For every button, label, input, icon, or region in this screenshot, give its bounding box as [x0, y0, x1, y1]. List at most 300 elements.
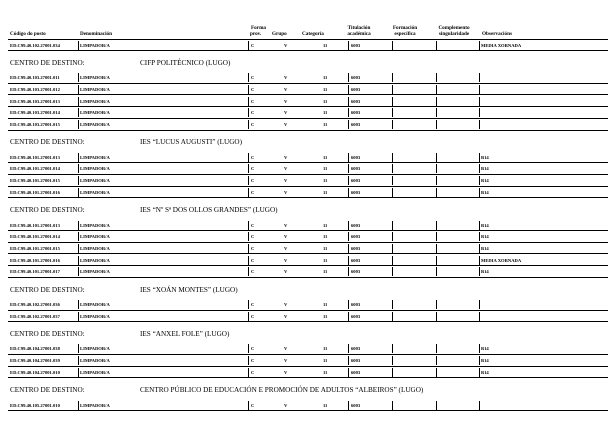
column-divider: [78, 312, 79, 321]
row-rule: [8, 197, 608, 198]
cell-cat: 11: [323, 234, 328, 240]
cell-tit: 6003: [351, 222, 361, 228]
column-divider: [248, 85, 249, 94]
cell-grupo: V: [284, 75, 288, 81]
column-divider: [248, 232, 249, 241]
column-divider: [248, 344, 249, 353]
cell-cat: 11: [323, 313, 328, 319]
column-divider: [436, 73, 437, 82]
row-rule: [8, 186, 608, 187]
column-divider: [248, 356, 249, 365]
cell-code: ED.C99.40.101.27001.013: [10, 222, 60, 228]
cell-grupo: V: [284, 110, 288, 116]
cell-den: LIMPADOR/A: [80, 313, 110, 319]
column-divider: [479, 221, 480, 230]
cell-obs: B14: [481, 369, 489, 375]
column-divider: [248, 73, 249, 82]
cell-cat: 11: [323, 189, 328, 195]
column-divider: [479, 120, 480, 129]
column-divider: [78, 300, 79, 309]
cell-cat: 11: [323, 222, 328, 228]
cell-obs: B14: [481, 269, 489, 275]
cell-code: ED.C99.40.101.27001.015: [10, 178, 60, 184]
row-rule: [8, 94, 608, 95]
cell-den: LIMPADOR/A: [80, 98, 110, 104]
column-divider: [392, 267, 393, 276]
column-divider: [348, 153, 349, 162]
header-denominacion: Denominación: [80, 31, 112, 37]
cell-cat: 11: [323, 245, 328, 251]
section-center-name: IES “XOÁN MONTES” (LUGO): [140, 285, 238, 294]
cell-grupo: V: [284, 122, 288, 127]
cell-obs: MEDIA XORNADA: [481, 42, 522, 48]
column-divider: [436, 267, 437, 276]
cell-forma: C: [251, 42, 255, 48]
column-divider: [248, 300, 249, 309]
cell-cat: 11: [323, 346, 328, 352]
cell-tit: 6003: [351, 110, 361, 116]
cell-den: LIMPADOR/A: [80, 42, 110, 48]
column-divider: [78, 344, 79, 353]
cell-den: LIMPADOR/A: [80, 166, 110, 172]
cell-forma: C: [251, 86, 255, 92]
cell-obs: B14: [481, 245, 489, 251]
cell-code: ED.C99.40.101.27001.014: [10, 166, 60, 172]
cell-forma: C: [251, 222, 255, 228]
header-titulacion-2: académica: [347, 31, 371, 37]
cell-tit: 6003: [351, 346, 361, 352]
cell-grupo: V: [284, 245, 288, 251]
cell-code: ED.C99.40.104.27001.039: [10, 358, 60, 364]
cell-code: ED.C99.40.103.27001.013: [10, 98, 60, 104]
cell-tit: 6003: [351, 358, 361, 364]
section-label: CENTRO DE DESTINO:: [10, 58, 85, 67]
column-divider: [78, 368, 79, 377]
row-rule: [8, 310, 608, 311]
cell-obs: B14: [481, 358, 489, 364]
column-divider: [348, 176, 349, 185]
column-divider: [436, 300, 437, 309]
cell-tit: 6003: [351, 257, 361, 263]
cell-den: LIMPADOR/A: [80, 178, 110, 184]
cell-den: LIMPADOR/A: [80, 154, 110, 160]
column-divider: [348, 401, 349, 410]
column-divider: [436, 120, 437, 129]
cell-den: LIMPADOR/A: [80, 222, 110, 228]
section-label: CENTRO DE DESTINO:: [10, 386, 85, 394]
cell-forma: C: [251, 313, 255, 319]
cell-den: LIMPADOR/A: [80, 189, 110, 195]
section-center-name: IES “LUCUS AUGUSTI” (LUGO): [140, 138, 243, 147]
cell-tit: 6003: [351, 42, 361, 48]
column-divider: [479, 188, 480, 197]
cell-code: ED.C99.40.103.27001.012: [10, 86, 60, 92]
header-codigo: Código do posto: [10, 31, 46, 37]
column-divider: [436, 368, 437, 377]
cell-forma: C: [251, 189, 255, 195]
cell-obs: MEDIA XORNADA: [481, 257, 522, 263]
cell-tit: 6003: [351, 245, 361, 251]
cell-code: ED.C99.40.104.27001.038: [10, 346, 60, 352]
column-divider: [78, 188, 79, 197]
column-divider: [248, 368, 249, 377]
column-divider: [78, 356, 79, 365]
cell-forma: C: [251, 154, 255, 160]
column-divider: [248, 244, 249, 253]
row-rule: [8, 366, 608, 367]
column-divider: [479, 312, 480, 321]
cell-den: LIMPADOR/A: [80, 122, 110, 127]
cell-obs: B14: [481, 154, 489, 160]
column-divider: [348, 73, 349, 82]
column-divider: [248, 153, 249, 162]
cell-obs: B14: [481, 234, 489, 240]
column-divider: [436, 108, 437, 117]
cell-tit: 6003: [351, 86, 361, 92]
column-divider: [348, 221, 349, 230]
column-divider: [392, 356, 393, 365]
cell-tit: 6003: [351, 75, 361, 81]
column-divider: [479, 97, 480, 106]
column-divider: [348, 300, 349, 309]
cell-tit: 6003: [351, 302, 361, 307]
cell-den: LIMPADOR/A: [80, 269, 110, 275]
row-rule: [8, 321, 608, 322]
row-rule: [8, 377, 608, 378]
row-rule: [8, 162, 608, 163]
column-divider: [479, 401, 480, 410]
cell-grupo: V: [284, 154, 288, 160]
row-rule: [8, 106, 608, 107]
cell-cat: 11: [323, 369, 328, 375]
column-divider: [392, 97, 393, 106]
cell-den: LIMPADOR/A: [80, 86, 110, 92]
cell-code: ED.C99.40.103.27001.015: [10, 122, 60, 127]
cell-grupo: V: [284, 189, 288, 195]
section-center-name: IES “ANXEL FOLE” (LUGO): [140, 329, 230, 338]
cell-cat: 11: [323, 122, 328, 127]
column-divider: [248, 108, 249, 117]
row-rule: [8, 277, 608, 278]
header-prov: prov.: [250, 31, 262, 37]
column-divider: [479, 108, 480, 117]
column-divider: [392, 256, 393, 265]
cell-cat: 11: [323, 110, 328, 116]
cell-den: LIMPADOR/A: [80, 402, 110, 408]
column-divider: [436, 356, 437, 365]
header-grupo: Grupo: [272, 31, 287, 37]
cell-code: ED.C99.40.103.27001.014: [10, 110, 60, 116]
cell-tit: 6003: [351, 154, 361, 160]
column-divider: [436, 164, 437, 173]
column-divider: [248, 267, 249, 276]
cell-tit: 6003: [351, 313, 361, 319]
column-divider: [479, 41, 480, 50]
cell-cat: 11: [323, 402, 328, 408]
column-divider: [348, 368, 349, 377]
column-divider: [392, 41, 393, 50]
column-divider: [436, 176, 437, 185]
cell-den: LIMPADOR/A: [80, 358, 110, 364]
cell-forma: C: [251, 245, 255, 251]
cell-forma: C: [251, 369, 255, 375]
column-divider: [78, 221, 79, 230]
column-divider: [392, 368, 393, 377]
section-label: CENTRO DE DESTINO:: [10, 285, 85, 294]
cell-code: ED.C99.40.102.27001.036: [10, 302, 60, 307]
column-divider: [436, 41, 437, 50]
cell-cat: 11: [323, 269, 328, 275]
column-divider: [392, 300, 393, 309]
section-center-name: CIFP POLITÉCNICO (LUGO): [140, 58, 231, 67]
column-divider: [348, 256, 349, 265]
column-divider: [348, 108, 349, 117]
cell-den: LIMPADOR/A: [80, 346, 110, 352]
section-center-name: CENTRO PÚBLICO DE EDUCACIÓN E PROMOCIÓN DE ADULTOS “ALBEIROS” (LUGO): [140, 386, 424, 394]
column-divider: [348, 344, 349, 353]
column-divider: [479, 300, 480, 309]
column-divider: [248, 401, 249, 410]
column-divider: [436, 85, 437, 94]
column-divider: [436, 312, 437, 321]
row-rule: [8, 410, 608, 411]
column-divider: [392, 176, 393, 185]
cell-grupo: V: [284, 86, 288, 92]
cell-tit: 6003: [351, 178, 361, 184]
cell-code: ED.C99.40.101.27001.016: [10, 257, 60, 263]
column-divider: [392, 244, 393, 253]
column-divider: [392, 73, 393, 82]
cell-forma: C: [251, 257, 255, 263]
column-divider: [78, 244, 79, 253]
cell-grupo: V: [284, 222, 288, 228]
cell-grupo: V: [284, 98, 288, 104]
cell-forma: C: [251, 166, 255, 172]
cell-grupo: V: [284, 257, 288, 263]
cell-forma: C: [251, 234, 255, 240]
cell-grupo: V: [284, 42, 288, 48]
column-divider: [348, 312, 349, 321]
column-divider: [78, 108, 79, 117]
cell-forma: C: [251, 346, 255, 352]
header-complemento-2: singularidade: [438, 31, 470, 37]
column-divider: [348, 97, 349, 106]
header-formacion-1: Formación: [392, 25, 418, 31]
column-divider: [479, 153, 480, 162]
row-rule: [8, 83, 608, 84]
column-divider: [392, 85, 393, 94]
cell-den: LIMPADOR/A: [80, 245, 110, 251]
column-divider: [248, 188, 249, 197]
column-divider: [392, 164, 393, 173]
cell-grupo: V: [284, 313, 288, 319]
column-divider: [479, 73, 480, 82]
column-divider: [78, 41, 79, 50]
column-divider: [78, 97, 79, 106]
cell-grupo: V: [284, 178, 288, 184]
column-divider: [392, 120, 393, 129]
column-divider: [392, 401, 393, 410]
column-divider: [479, 176, 480, 185]
cell-obs: B14: [481, 222, 489, 228]
column-divider: [348, 232, 349, 241]
column-divider: [248, 221, 249, 230]
section-label: CENTRO DE DESTINO:: [10, 138, 85, 147]
header-categoria: Categoría: [302, 31, 324, 37]
cell-forma: C: [251, 122, 255, 127]
header-formacion-2: específica: [394, 31, 416, 37]
cell-forma: C: [251, 358, 255, 364]
column-divider: [479, 344, 480, 353]
header-titulacion-1: Titulación: [347, 25, 371, 31]
cell-den: LIMPADOR/A: [80, 234, 110, 240]
cell-grupo: V: [284, 302, 288, 307]
cell-code: ED.C99.40.103.27001.011: [10, 75, 60, 81]
column-divider: [392, 344, 393, 353]
column-divider: [479, 368, 480, 377]
cell-code: ED.C99.40.101.27001.015: [10, 245, 60, 251]
column-divider: [436, 256, 437, 265]
column-divider: [436, 344, 437, 353]
column-divider: [436, 221, 437, 230]
column-divider: [348, 41, 349, 50]
column-divider: [392, 153, 393, 162]
cell-code: ED.C99.40.102.27001.034: [10, 42, 60, 48]
cell-forma: C: [251, 110, 255, 116]
header-forma: Forma: [251, 25, 266, 31]
header-rule: [8, 39, 608, 40]
header-complemento-1: Complemento: [438, 25, 470, 31]
cell-cat: 11: [323, 75, 328, 81]
column-divider: [436, 244, 437, 253]
cell-grupo: V: [284, 369, 288, 375]
cell-den: LIMPADOR/A: [80, 257, 110, 263]
column-divider: [479, 164, 480, 173]
column-divider: [78, 120, 79, 129]
cell-cat: 11: [323, 178, 328, 184]
cell-tit: 6003: [351, 402, 361, 408]
cell-code: ED.C99.40.104.27001.010: [10, 369, 60, 375]
column-divider: [392, 188, 393, 197]
cell-tit: 6003: [351, 122, 361, 127]
column-divider: [248, 176, 249, 185]
cell-code: ED.C99.40.105.27001.010: [10, 402, 60, 408]
column-divider: [248, 164, 249, 173]
row-rule: [8, 354, 608, 355]
cell-tit: 6003: [351, 269, 361, 275]
column-divider: [78, 232, 79, 241]
column-divider: [436, 153, 437, 162]
column-divider: [348, 85, 349, 94]
row-rule: [8, 174, 608, 175]
column-divider: [436, 188, 437, 197]
cell-obs: B14: [481, 166, 489, 172]
cell-tit: 6003: [351, 369, 361, 375]
cell-forma: C: [251, 269, 255, 275]
cell-grupo: V: [284, 402, 288, 408]
cell-code: ED.C99.40.101.27001.014: [10, 234, 60, 240]
column-divider: [348, 164, 349, 173]
cell-obs: B14: [481, 346, 489, 352]
cell-cat: 11: [323, 302, 328, 307]
cell-obs: B14: [481, 178, 489, 184]
cell-code: ED.C99.40.101.27001.013: [10, 154, 60, 160]
cell-den: LIMPADOR/A: [80, 302, 110, 307]
cell-cat: 11: [323, 257, 328, 263]
column-divider: [78, 164, 79, 173]
cell-den: LIMPADOR/A: [80, 369, 110, 375]
column-divider: [78, 73, 79, 82]
row-rule: [8, 230, 608, 231]
row-rule: [8, 130, 608, 131]
column-divider: [479, 244, 480, 253]
cell-tit: 6003: [351, 166, 361, 172]
column-divider: [78, 85, 79, 94]
cell-cat: 11: [323, 98, 328, 104]
column-divider: [479, 232, 480, 241]
column-divider: [436, 401, 437, 410]
column-divider: [248, 41, 249, 50]
cell-code: ED.C99.40.102.27001.037: [10, 313, 60, 319]
header-observacions: Observacións: [482, 31, 512, 37]
section-center-name: IES “Nº Sª DOS OLLOS GRANDES” (LUGO): [140, 206, 278, 214]
column-divider: [348, 188, 349, 197]
column-divider: [436, 232, 437, 241]
cell-grupo: V: [284, 234, 288, 240]
cell-obs: B14: [481, 189, 489, 195]
cell-grupo: V: [284, 346, 288, 352]
cell-code: ED.C99.40.101.27001.017: [10, 269, 60, 275]
cell-cat: 11: [323, 86, 328, 92]
cell-den: LIMPADOR/A: [80, 110, 110, 116]
column-divider: [479, 267, 480, 276]
section-label: CENTRO DE DESTINO:: [10, 329, 85, 338]
cell-grupo: V: [284, 269, 288, 275]
column-divider: [479, 85, 480, 94]
cell-den: LIMPADOR/A: [80, 75, 110, 81]
cell-forma: C: [251, 98, 255, 104]
section-label: CENTRO DE DESTINO:: [10, 206, 85, 214]
column-divider: [479, 356, 480, 365]
column-divider: [392, 108, 393, 117]
column-divider: [248, 120, 249, 129]
column-divider: [78, 256, 79, 265]
column-divider: [392, 232, 393, 241]
column-divider: [248, 256, 249, 265]
cell-cat: 11: [323, 358, 328, 364]
cell-cat: 11: [323, 154, 328, 160]
column-divider: [348, 244, 349, 253]
row-rule: [8, 242, 608, 243]
row-rule: [8, 253, 608, 254]
column-divider: [78, 401, 79, 410]
cell-forma: C: [251, 75, 255, 81]
column-divider: [479, 256, 480, 265]
cell-code: ED.C99.40.101.27001.016: [10, 189, 60, 195]
cell-tit: 6003: [351, 98, 361, 104]
cell-cat: 11: [323, 166, 328, 172]
column-divider: [248, 312, 249, 321]
column-divider: [78, 176, 79, 185]
column-divider: [248, 97, 249, 106]
cell-tit: 6003: [351, 189, 361, 195]
column-divider: [78, 153, 79, 162]
column-divider: [348, 120, 349, 129]
cell-grupo: V: [284, 166, 288, 172]
column-divider: [348, 356, 349, 365]
column-divider: [392, 221, 393, 230]
row-rule: [8, 50, 608, 51]
